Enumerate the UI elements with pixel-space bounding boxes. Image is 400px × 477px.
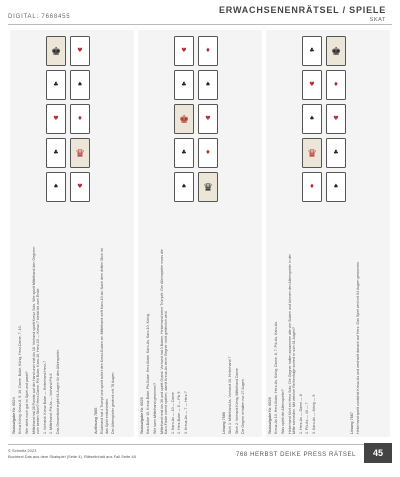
solution-heading: Lösung 7667 [350, 412, 354, 434]
playing-card [174, 36, 194, 66]
playing-card [198, 138, 218, 168]
playing-card [326, 70, 346, 100]
puzzle-panel-2 [138, 30, 262, 437]
playing-card [302, 104, 322, 134]
puzzle-move: 1. Karo-As — 10 — Dame [170, 392, 175, 434]
puzzle-hand: Kreuz König: Kreuz-8, 9, 10, Dame, Bube, König, Herz-Dame, 7, 10. [18, 325, 23, 434]
black-suit-icon: ♠ [181, 183, 187, 190]
red-suit-icon: ♥ [205, 115, 211, 122]
red-suit-icon: ♥ [53, 115, 59, 122]
black-suit-icon: ♣ [333, 149, 339, 156]
playing-card [70, 70, 90, 100]
solution-body: Hinterhand spielt zunächst Kreuz-As und wechselt danach auf Herz. Das Spiel wird mit 64 Augen gewonnen. [356, 261, 361, 434]
edition-code: DIGITAL: 7668455 [8, 14, 71, 20]
face-card-icon: ♚ [51, 44, 61, 58]
page-title: ERWACHSENENRÄTSEL / SPIELE [219, 5, 386, 15]
puzzle-heading: Skataufgabe Nr. 6925 [140, 397, 144, 434]
publisher-brand: 768 HERBST DEIKE PRESS RÄTSEL [236, 452, 356, 458]
copyright-note: © Schmitz 2023 [8, 448, 37, 453]
puzzle-move: 1. Herz-As — Dame — 8 [298, 394, 303, 434]
playing-card [46, 172, 66, 202]
black-suit-icon: ♠ [205, 81, 211, 88]
puzzle-move: 3. Karo-As — König — 9 [311, 394, 316, 434]
puzzle-hand: Kreuz-As 10, Herz-Bube, Herz-As, König, Dame, 8, 7, Pik-As, Karo-As. [274, 320, 279, 434]
solution-body: Rückhand hat 4 Trumpf und spielt sofort den Kreuz-Buben an. Mittelhand wirft Karo-10 ab. Nach dem dritten Stich ist das Spiel entschieden. [100, 248, 109, 434]
face-card-icon: ♚ [331, 44, 341, 58]
text-column-b [160, 246, 190, 434]
black-suit-icon: ♣ [309, 47, 315, 54]
puzzle-heading: Skataufgabe Nr. 6926 [268, 397, 272, 434]
solution-result: Der Alleinspieler gewinnt mit 78 Augen. [110, 371, 115, 434]
puzzle-hand: Karo-Bube 10, Kreuz-Bube, Pik-Bube, Herz-Bube, Karo-As, Karo-10, König. [146, 313, 151, 434]
puzzle-heading: Skataufgabe Nr. 6924 [12, 397, 16, 434]
page-number-badge: 45 [364, 443, 392, 463]
playing-card [70, 36, 90, 66]
text-column-c [222, 246, 247, 434]
playing-card [198, 172, 218, 202]
red-suit-icon: ♦ [309, 183, 315, 190]
puzzle-move: 3. Kreuz-As — 7 — Herz-7 [183, 391, 188, 434]
text-column-b [288, 246, 318, 434]
red-suit-icon: ♥ [77, 47, 83, 54]
playing-card [70, 104, 90, 134]
black-suit-icon: ♣ [181, 81, 187, 88]
puzzle-move: 2. Pik-As — 10 — 7 [305, 402, 310, 434]
puzzle-body: Mittelhand hat 28 Punkte auf der Hand und reizt bis 18. Vorhand spielt Kreuz Solo. Wie spielt Mittelhand den Gegnern zum besten Stich? Herz-Dame, Pik Bube, Karo-10, Herz-10 — Kreuz-7 bleibt bis zum Ende. [32, 246, 41, 434]
black-suit-icon: ♣ [53, 81, 59, 88]
red-suit-icon: ♥ [77, 183, 83, 190]
playing-card [46, 104, 66, 134]
puzzle-note: Das Gesamtbild ergibt 61 Augen für den Alleinspieler. [55, 349, 60, 434]
text-column-b [32, 246, 62, 434]
playing-card [70, 138, 90, 168]
black-suit-icon: ♠ [77, 81, 83, 88]
face-card-icon: ♛ [75, 146, 85, 160]
playing-card [174, 138, 194, 168]
red-suit-icon: ♦ [77, 115, 83, 122]
puzzle-question: Wer steht noch gut im Spiel und passt? [24, 371, 29, 434]
red-suit-icon: ♦ [205, 47, 211, 54]
text-column-a [268, 246, 287, 434]
puzzle-move: 2. Herz-Bube — 8 — Pik 9 [177, 391, 182, 434]
card-grid [46, 36, 90, 202]
face-card-icon: ♚ [179, 112, 189, 126]
solution-result: Die Gegner erhalten nur 27 Augen. [240, 378, 245, 434]
playing-card [174, 172, 194, 202]
puzzle-body: Mittelhand reizt bis 36 und spielt Grand. Vorhand hat 3 Buben, Hinterhand keine Trümpfe. Der Alleinspieler muss die Karo-Farbe zuerst spielen, damit Kreuz-As beim Gegner nicht gefährlich wird. [160, 249, 169, 434]
red-suit-icon: ♥ [309, 81, 315, 88]
section-subtitle: SKAT [369, 17, 386, 23]
playing-card [198, 70, 218, 100]
black-suit-icon: ♣ [53, 149, 59, 156]
puzzle-panel-1 [10, 30, 134, 437]
playing-card [174, 104, 194, 134]
text-column-a [140, 246, 159, 434]
red-suit-icon: ♦ [333, 81, 339, 88]
red-suit-icon: ♥ [181, 47, 187, 54]
text-column-c [350, 246, 363, 434]
header-divider [8, 24, 392, 25]
playing-card [46, 138, 66, 168]
playing-card [198, 104, 218, 134]
black-suit-icon: ♠ [309, 115, 315, 122]
text-column-c [94, 246, 117, 434]
playing-card [302, 70, 322, 100]
face-card-icon: ♛ [307, 146, 317, 160]
black-suit-icon: ♣ [181, 149, 187, 156]
playing-card [326, 172, 346, 202]
card-grid [302, 36, 346, 202]
puzzle-move: 1. Vorhand: Kreuz Bube — Hinterhand Herz-7 [42, 360, 47, 434]
black-suit-icon: ♠ [53, 183, 59, 190]
playing-card [198, 36, 218, 66]
footer-divider [8, 444, 392, 445]
playing-card [302, 172, 322, 202]
source-note: Buchtext Das aus dem Skatspiel (Seite 4). Rätselinhalt aus Fall Seite 48 [8, 454, 136, 459]
puzzle-panel-3 [266, 30, 390, 437]
puzzle-body: Hinterhand führt ein Herz Solo. Die Gegner halten zusammen alle vier Buben und können den Alleinspieler in der Mitte schneiden. Mit welcher Reihenfolge sichert er sich 61 Augen? [288, 254, 297, 434]
playing-card [326, 36, 346, 66]
red-suit-icon: ♦ [205, 149, 211, 156]
solution-heading: Auflösung 7665 [94, 407, 98, 434]
playing-card [70, 172, 90, 202]
solution-step: Stich 2: Vorhand König, Mittelhand Dame [234, 368, 239, 434]
solution-step: Stich 1: Mittelhand As, Vorhand 10, Hinterhand 7 [228, 356, 233, 434]
playing-card [302, 36, 322, 66]
face-card-icon: ♛ [203, 180, 213, 194]
red-suit-icon: ♥ [333, 115, 339, 122]
puzzle-move: 2. Mittelhand: Pik As — Vorhand Pik 8 [49, 373, 54, 434]
playing-card [174, 70, 194, 100]
black-suit-icon: ♠ [333, 183, 339, 190]
playing-card [46, 70, 66, 100]
playing-card [302, 138, 322, 168]
playing-card [326, 138, 346, 168]
card-grid [174, 36, 218, 202]
puzzle-question: Was spielt der Alleinspieler? [280, 389, 285, 434]
puzzle-question: Wie kann Mittelhand gewinnen? [152, 383, 157, 434]
text-column-a [12, 246, 31, 434]
playing-card [326, 104, 346, 134]
playing-card [46, 36, 66, 66]
solution-heading: Lösung 7666 [222, 412, 226, 434]
